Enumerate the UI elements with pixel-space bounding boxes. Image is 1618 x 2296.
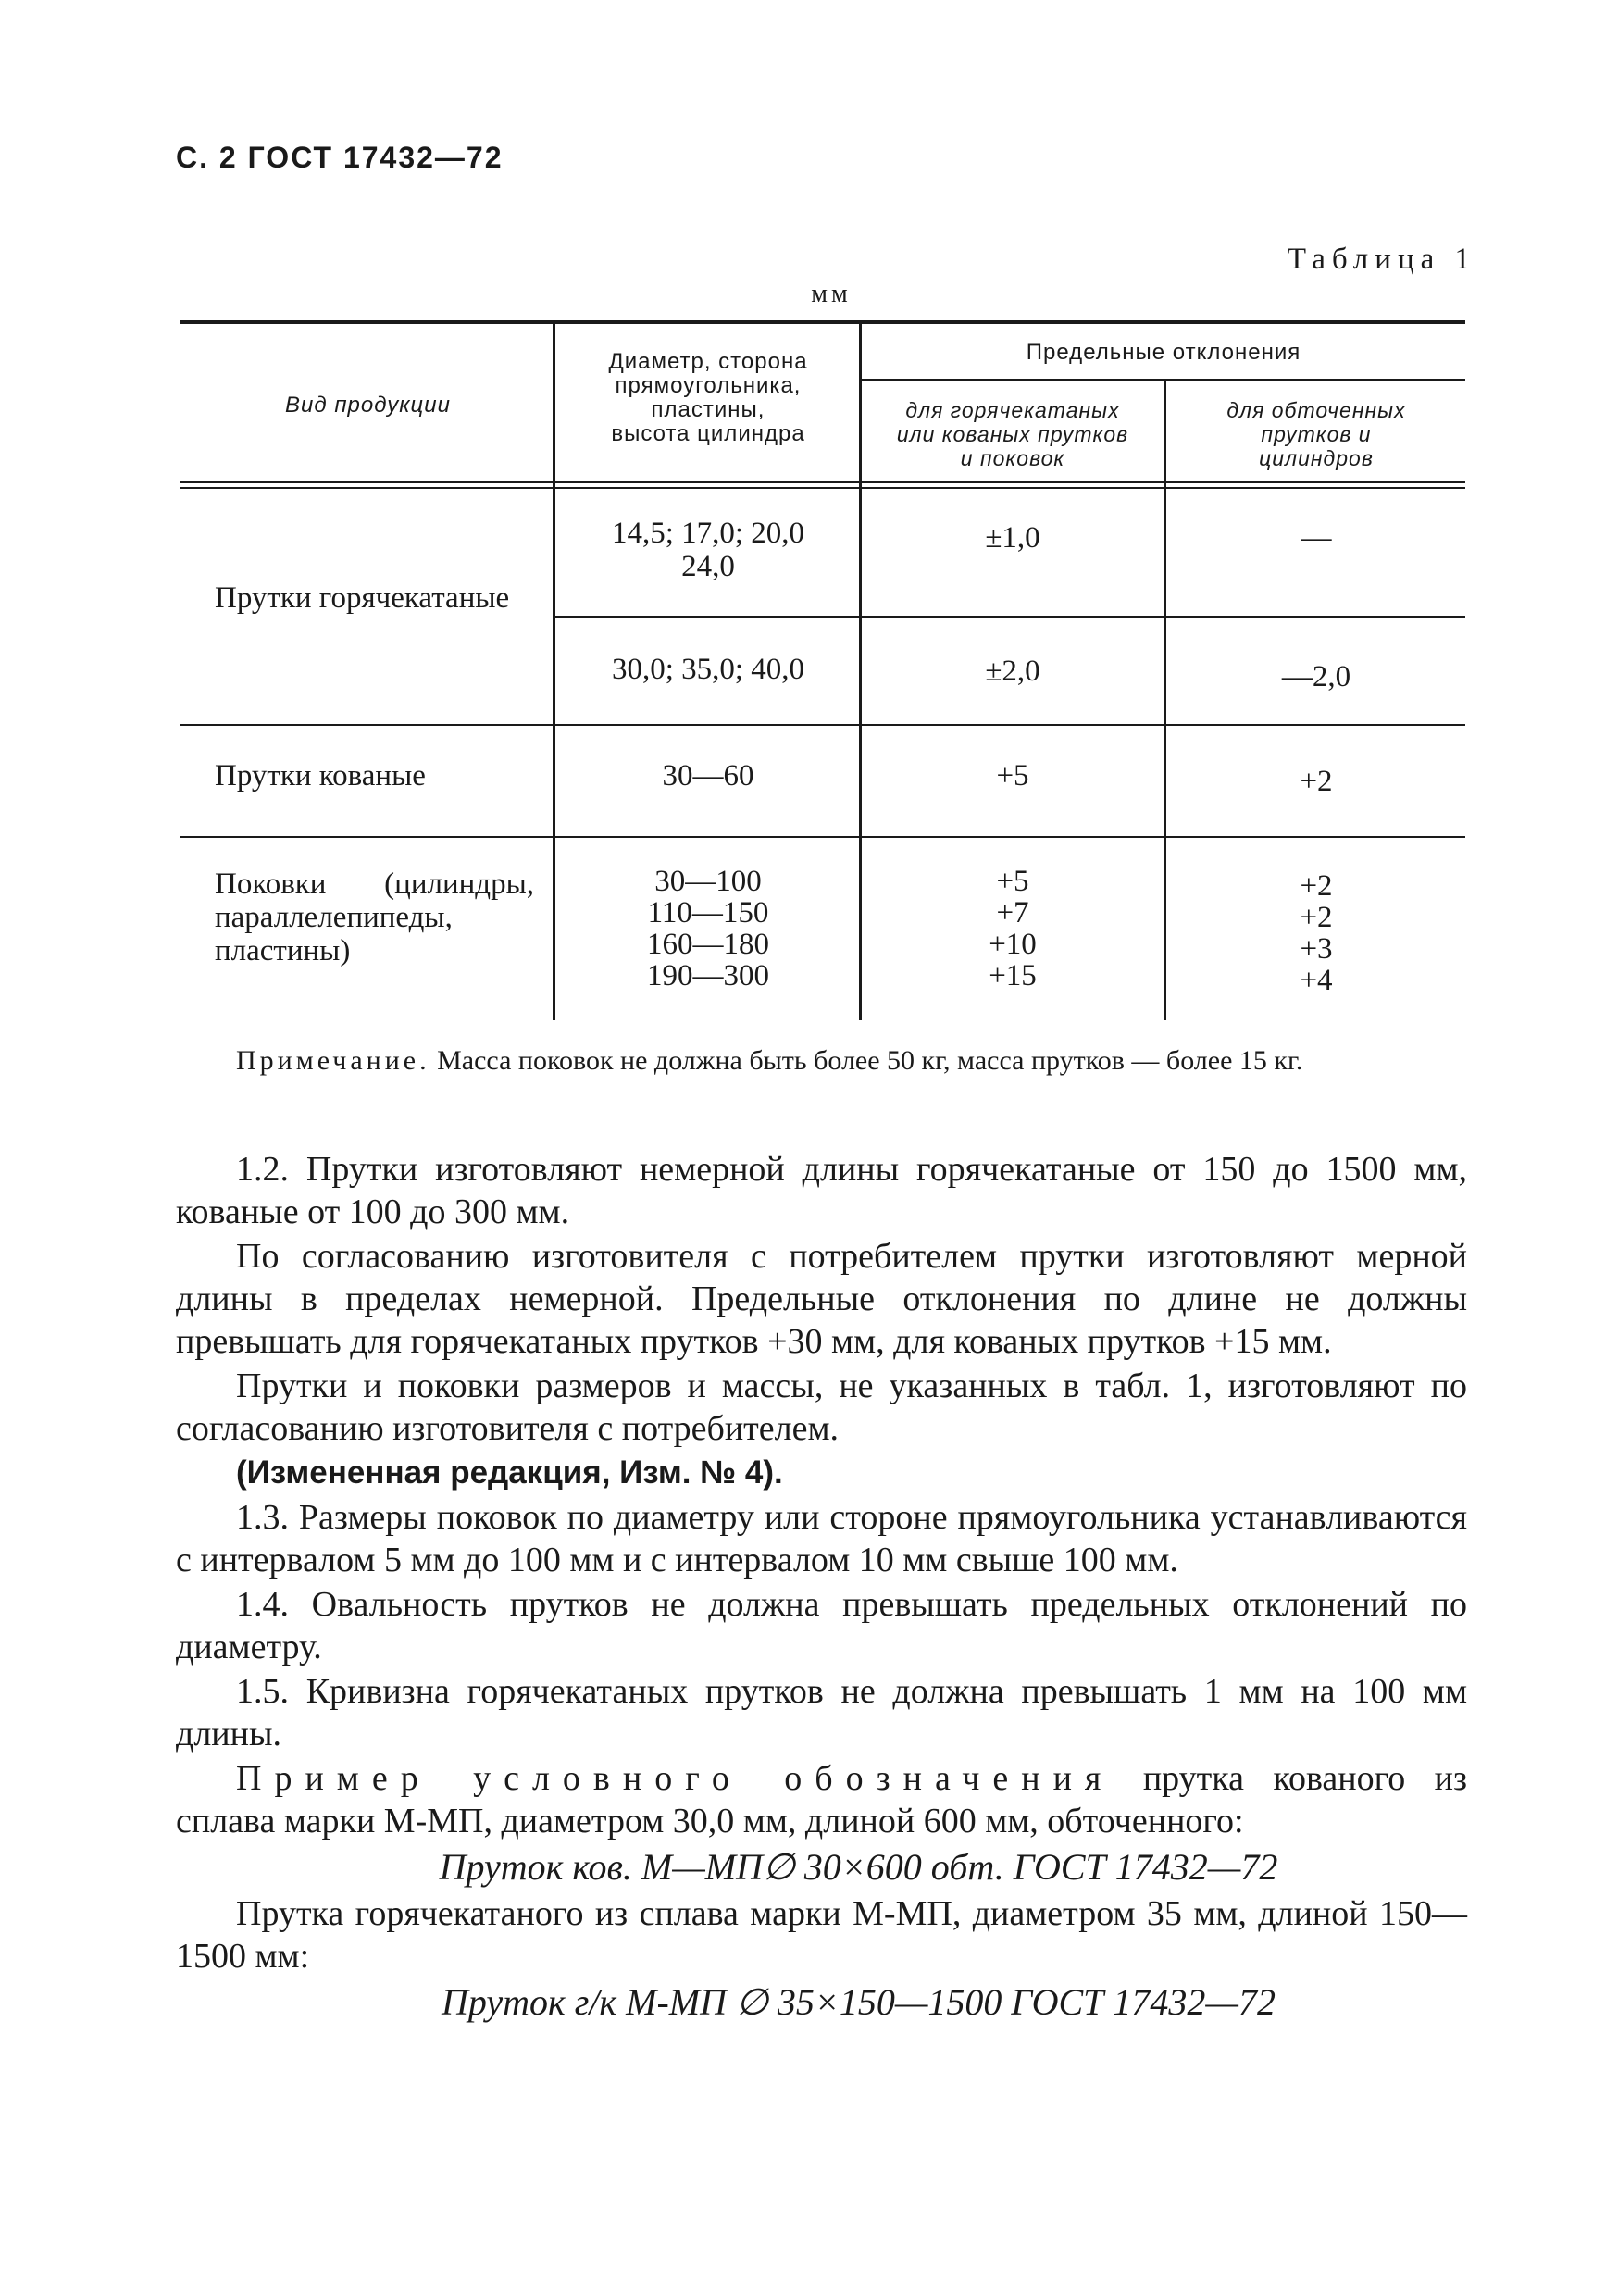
designation-hot-rolled: Пруток г/к М-МП ∅ 35×150—1500 ГОСТ 17432—72 [442, 1981, 1276, 2023]
hot-rolled-2-hot: ±2,0 [985, 655, 1040, 688]
forgings-turned-3: +3 [1300, 932, 1333, 966]
table-top-rule [180, 320, 1465, 324]
header-dimension-line-3: пластины, [651, 397, 765, 422]
row-rule-forgings-top [180, 836, 1465, 838]
paragraph-agreement-size: Прутки и поковки размеров и массы, не указанных в табл. 1, изготовляют по согласованию изготовителя с потребителем. [176, 1366, 1467, 1448]
column-rule-2 [859, 324, 862, 1020]
paragraph-1-2: 1.2. Прутки изготовляют немерной длины горячекатаные от 150 до 1500 мм, кованые от 100 до 300 мм. [176, 1150, 1467, 1231]
amendment-note: (Измененная редакция, Изм. № 4). [236, 1454, 783, 1491]
header-turned-line-1: для обточенных [1226, 398, 1406, 422]
row-rule-hot-rolled-split [555, 616, 1465, 618]
forgings-hot [863, 866, 1163, 992]
forgings-turned-2: +2 [1300, 901, 1333, 934]
header-product: Вид продукции [285, 393, 451, 418]
hot-rolled-1-dim-line-2: 24,0 [681, 550, 735, 583]
header-hot [863, 398, 1163, 470]
table-label: Таблица 1 [1287, 243, 1476, 276]
forged-dim: 30—60 [662, 759, 754, 792]
note-lead: Примечание. [236, 1045, 430, 1076]
header-turned-line-3: цилиндров [1259, 446, 1374, 470]
paragraph-agreement-length: По согласованию изготовителя с потребителем прутки изготовляют мерной длины в пределах немерной. Предельные отклонения по длине не должны превышать для горячекатаных прутков +30 мм, для кованых прутков +15 мм. [176, 1237, 1467, 1361]
example-paragraph [176, 1757, 1467, 1842]
row-label-forged: Прутки кованые [215, 759, 426, 792]
forged-hot: +5 [996, 759, 1029, 792]
hot-rolled-1-dim [559, 517, 857, 583]
header-dimension-line-1: Диаметр, сторона [608, 349, 808, 374]
header-dimension-line-4: высота цилиндра [611, 421, 805, 446]
header-hot-line-1: для горячекатаных [905, 398, 1120, 422]
note-text: Масса поковок не должна быть более 50 кг, масса прутков — более 15 кг. [437, 1045, 1303, 1076]
hot-rolled-2-turned: —2,0 [1281, 660, 1351, 693]
row-rule-forged-top [180, 724, 1465, 726]
column-rule-3 [1164, 379, 1166, 1020]
header-hot-line-2: или кованых прутков [896, 422, 1129, 446]
forgings-dim-4: 190—300 [647, 959, 769, 992]
forgings-dim-2: 110—150 [647, 896, 769, 930]
hot-rolled-2-dim: 30,0; 35,0; 40,0 [611, 653, 805, 686]
row-label-forgings: Поковки (цилиндры, параллелепипеды, пластины) [215, 867, 534, 967]
forgings-hot-2: +7 [996, 896, 1029, 930]
paragraph-1-4: 1.4. Овальность прутков не должна превышать предельных отклонений по диаметру. [176, 1585, 1467, 1666]
forgings-dim-1: 30—100 [654, 865, 762, 898]
units-label: мм [811, 280, 852, 308]
header-bottom-rule-2 [180, 487, 1465, 489]
example-text: прутка кованого из сплава марки М-МП, диаметром 30,0 мм, длиной 600 мм, обточенного: [176, 1759, 1468, 1841]
header-deviations: Предельные отклонения [1026, 340, 1301, 365]
header-dimension [559, 350, 857, 446]
column-rule-1 [553, 324, 555, 1020]
designation-forged: Пруток ков. М—МП∅ 30×600 обт. ГОСТ 17432—72 [439, 1846, 1278, 1888]
forgings-hot-1: +5 [996, 865, 1029, 898]
forgings-hot-3: +10 [989, 928, 1037, 961]
paragraph-1-5: 1.5. Кривизна горячекатаных прутков не должна превышать 1 мм на 100 мм длины. [176, 1672, 1467, 1753]
forgings-hot-4: +15 [989, 959, 1037, 992]
header-dimension-line-2: прямоугольника, [615, 373, 802, 398]
forgings-dims [559, 866, 857, 992]
forgings-turned-4: +4 [1300, 964, 1333, 997]
hot-rolled-1-dim-line-1: 14,5; 17,0; 20,0 [611, 517, 805, 550]
deviation-subheader-rule [861, 379, 1465, 381]
row-label-hot-rolled: Прутки горячекатаные [215, 581, 510, 615]
header-hot-line-3: и поковок [960, 446, 1065, 470]
page-header: С. 2 ГОСТ 17432—72 [176, 141, 504, 174]
header-turned [1167, 398, 1465, 470]
hot-rolled-1-turned: — [1301, 521, 1332, 555]
body-text [176, 1148, 1467, 2028]
forgings-turned [1167, 870, 1465, 996]
header-turned-line-2: прутков и [1261, 422, 1372, 446]
example-paragraph-2: Прутка горячекатаного из сплава марки М-МП, диаметром 35 мм, длиной 150—1500 мм: [176, 1894, 1467, 1976]
forged-turned: +2 [1300, 765, 1333, 798]
forgings-dim-3: 160—180 [647, 928, 769, 961]
example-lead: Пример условного обозначения [236, 1759, 1114, 1798]
paragraph-1-3: 1.3. Размеры поковок по диаметру или стороне прямоугольника устанавливаются с интервалом 5 мм до 100 мм и с интервалом 10 мм свыше 100 мм. [176, 1498, 1467, 1579]
table-note [236, 1044, 1467, 1078]
forgings-turned-1: +2 [1300, 869, 1333, 903]
hot-rolled-1-hot: ±1,0 [985, 521, 1040, 555]
header-bottom-rule-1 [180, 481, 1465, 483]
